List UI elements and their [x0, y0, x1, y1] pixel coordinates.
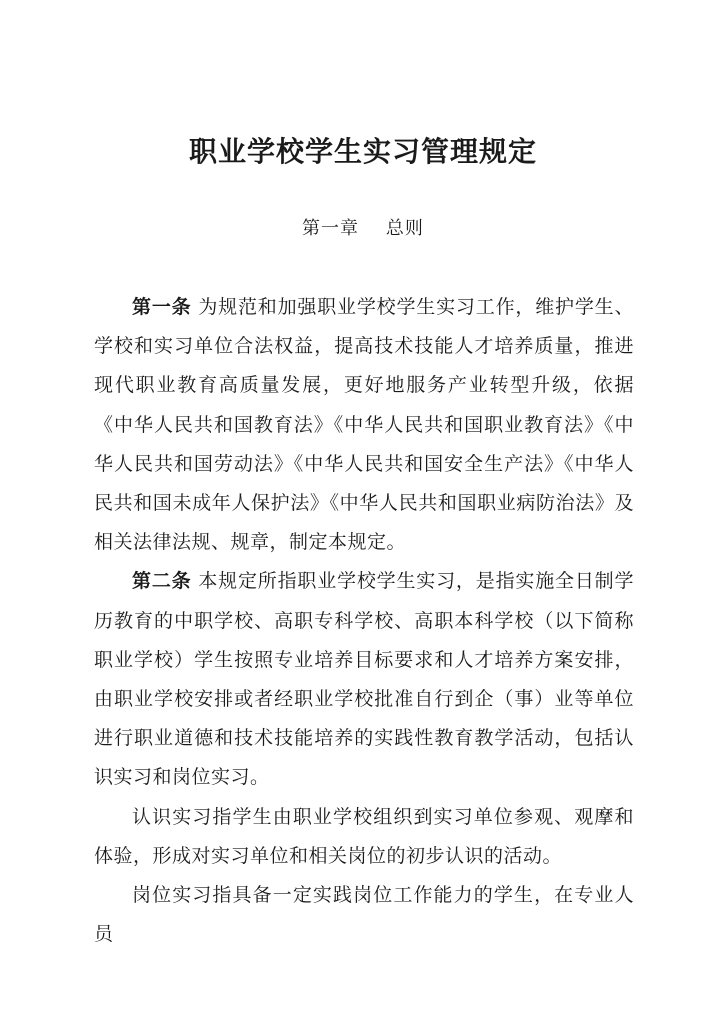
paragraph-text: 认识实习指学生由职业学校组织到实习单位参观、观摩和体验，形成对实习单位和相关岗位的初步认识的活动。	[94, 805, 634, 867]
paragraph-post-internship	[94, 876, 634, 954]
paragraph-article-2	[94, 562, 634, 797]
paragraph-text: 本规定所指职业学校学生实习，是指实施全日制学历教育的中职学校、高职专科学校、高职本科学校（以下简称职业学校）学生按照专业培养目标要求和人才培养方案安排，由职业学校安排或者经职业学校批准自行到企（事）业等单位进行职业道德和技术技能培养的实践性教育教学活动，包括认识实习和岗位实习。	[94, 570, 634, 789]
paragraph-text: 岗位实习指具备一定实践岗位工作能力的学生，在专业人员	[94, 884, 634, 946]
article-number: 第一条	[132, 296, 192, 318]
chapter-heading: 第一章 总则	[302, 218, 424, 239]
document-body	[94, 288, 634, 954]
article-number: 第二条	[132, 570, 192, 593]
paragraph-article-1	[94, 288, 634, 562]
paragraph-cognitive-internship	[94, 798, 634, 876]
paragraph-text: 为规范和加强职业学校学生实习工作，维护学生、学校和实习单位合法权益，提高技术技能人才培养质量，推进现代职业教育高质量发展，更好地服务产业转型升级，依据《中华人民共和国教育法》《中华人民共和国职业教育法》《中华人民共和国劳动法》《中华人民共和国安全生产法》《中华人民共和国未成年人保护法》《中华人民共和国职业病防治法》及相关法律法规、规章，制定本规定。	[94, 296, 634, 554]
document-title: 职业学校学生实习管理规定	[188, 135, 537, 168]
